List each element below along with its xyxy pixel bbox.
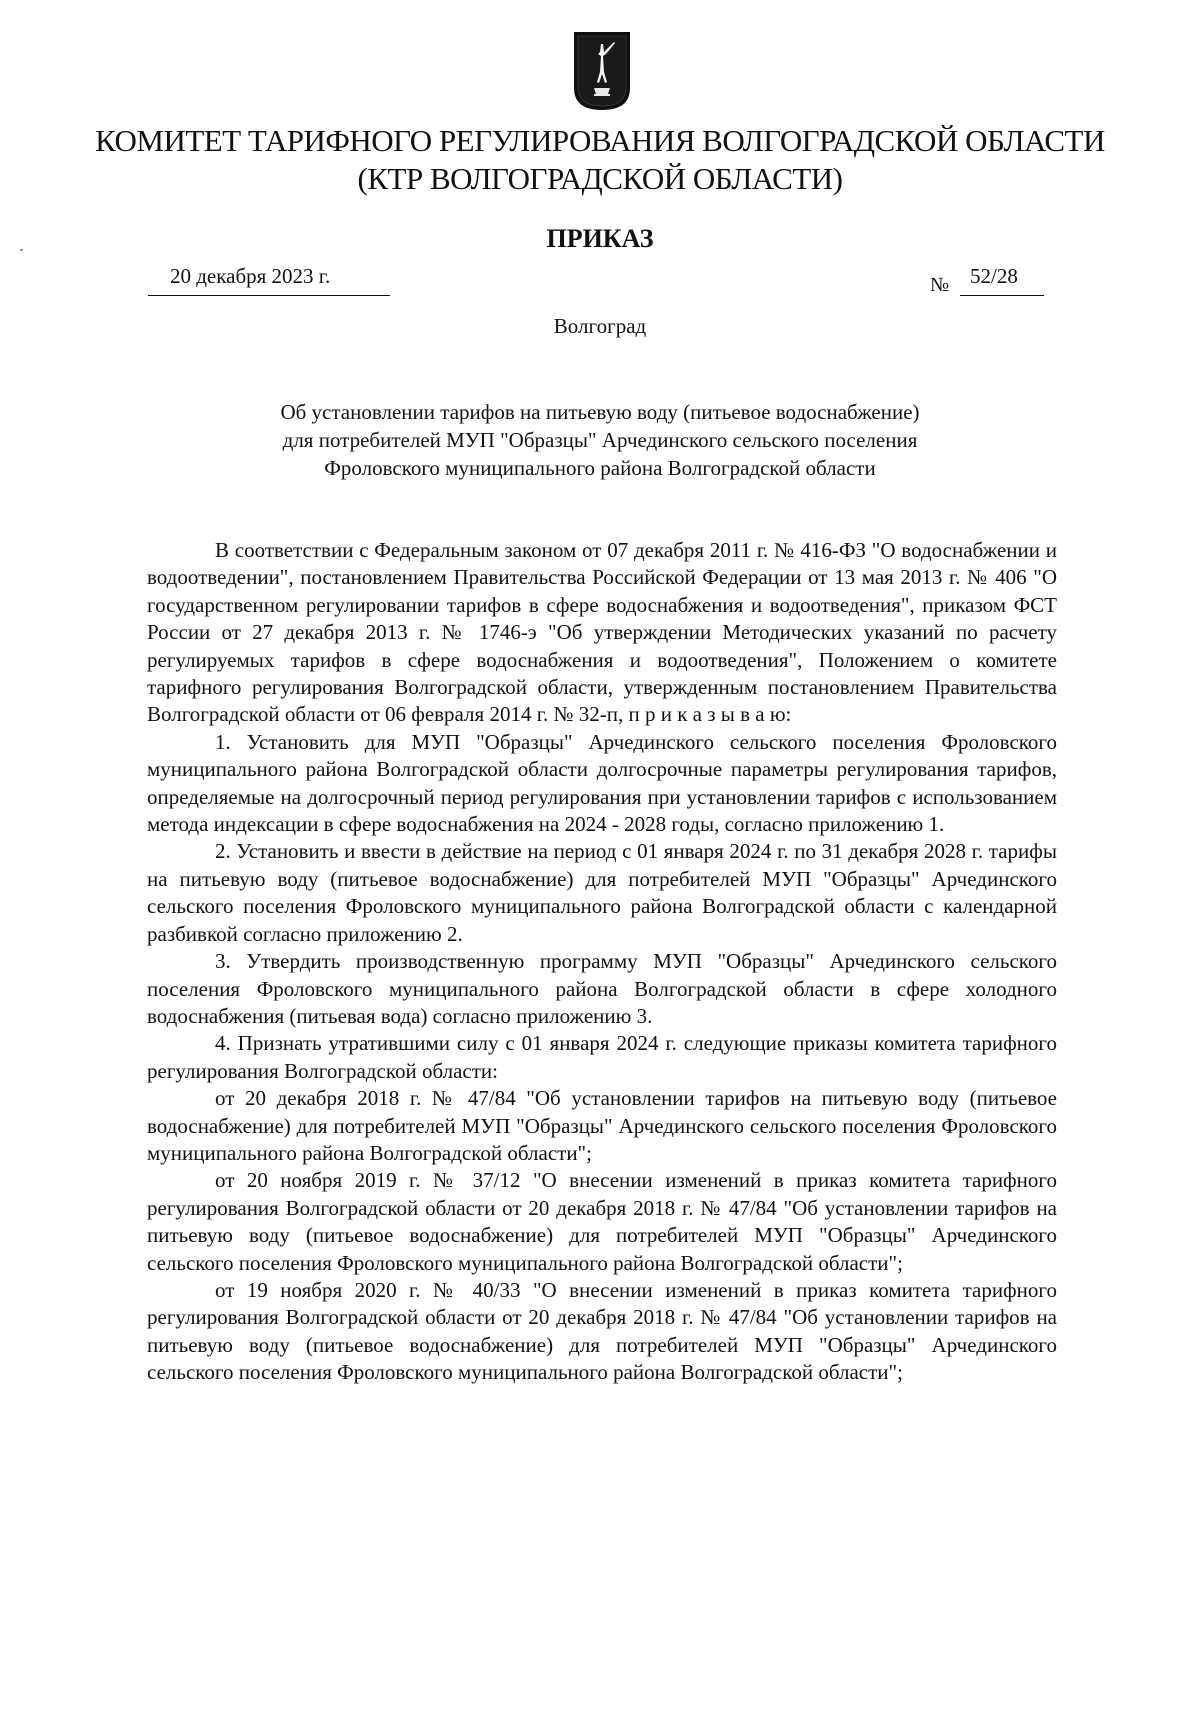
subject-line: Фроловского муниципального района Волгоградской области <box>324 456 876 480</box>
subject-line: для потребителей МУП "Образцы" Арчединского сельского поселения <box>282 428 918 452</box>
clause-1: 1. Установить для МУП "Образцы" Арчединского сельского поселения Фроловского муниципального района Волгоградской области долгосрочные параметры регулирования тарифов, определяемые на долгосрочный период регулирования при установлении тарифов с использованием метода индексации в сфере водоснабжения на 2024 - 2028 годы, согласно приложению 1. <box>147 729 1057 837</box>
order-subject <box>0 398 1200 482</box>
order-city: Волгоград <box>553 314 647 338</box>
order-date: 20 декабря 2023 г. <box>148 264 390 296</box>
document-title: ПРИКАЗ <box>546 224 654 253</box>
repealed-order-item: от 20 декабря 2018 г. № 47/84 "Об установлении тарифов на питьевую воду (питьевое водоснабжение) для потребителей МУП "Образцы" Арчединского сельского поселения Фроловского муниципального района Волгоградской области"; <box>147 1086 1057 1165</box>
clause-4: 4. Признать утратившими силу с 01 января 2024 г. следующие приказы комитета тарифного регулирования Волгоградской области: <box>147 1031 1057 1083</box>
order-body <box>147 537 1057 1387</box>
volgograd-emblem-icon <box>572 30 632 112</box>
organization-short-name: (КТР ВОЛГОГРАДСКОЙ ОБЛАСТИ) <box>357 161 843 196</box>
clause-3: 3. Утвердить производственную программу МУП "Образцы" Арчединского сельского поселения Фроловского муниципального района Волгоградской области в сфере холодного водоснабжения (питьевая вода) согласно приложению 3. <box>147 949 1057 1028</box>
clause-2: 2. Установить и ввести в действие на период с 01 января 2024 г. по 31 декабря 2028 г. тарифы на питьевую воду (питьевое водоснабжение) для потребителей МУП "Образцы" Арчединского сельского поселения Фроловского муниципального района Волгоградской области с календарной разбивкой согласно приложению 2. <box>147 839 1057 946</box>
repealed-order-item: от 20 ноября 2019 г. № 37/12 "О внесении изменений в приказ комитета тарифного регулирования Волгоградской области от 20 декабря 2018 г. № 47/84 "Об установлении тарифов на питьевую воду (питьевое водоснабжение) для потребителей МУП "Образцы" Арчединского сельского поселения Фроловского муниципального района Волгоградской области"; <box>147 1168 1057 1275</box>
preamble-paragraph: В соответствии с Федеральным законом от 07 декабря 2011 г. № 416-ФЗ "О водоснабжении и водоотведении", постановлением Правительства Российской Федерации от 13 мая 2013 г. № 406 "О государственном регулировании тарифов в сфере водоснабжения и водоотведения", приказом ФСТ России от 27 декабря 2013 г. № 1746-э "Об утверждении Методических указаний по расчету регулируемых тарифов в сфере водоснабжения и водоотведения", Положением о комитете тарифного регулирования Волгоградской области, утвержденным постановлением Правительства Волгоградской области от 06 февраля 2014 г. № 32-п, п р и к а з ы в а ю: <box>147 538 1057 727</box>
subject-line: Об установлении тарифов на питьевую воду (питьевое водоснабжение) <box>280 400 920 424</box>
order-number-label: № <box>930 274 950 296</box>
repealed-order-item: от 19 ноября 2020 г. № 40/33 "О внесении изменений в приказ комитета тарифного регулирования Волгоградской области от 20 декабря 2018 г. № 47/84 "Об установлении тарифов на питьевую воду (питьевое водоснабжение) для потребителей МУП "Образцы" Арчединского сельского поселения Фроловского муниципального района Волгоградской области"; <box>147 1277 1057 1385</box>
order-number: 52/28 <box>960 264 1044 296</box>
organization-name: КОМИТЕТ ТАРИФНОГО РЕГУЛИРОВАНИЯ ВОЛГОГРАДСКОЙ ОБЛАСТИ <box>95 123 1105 158</box>
